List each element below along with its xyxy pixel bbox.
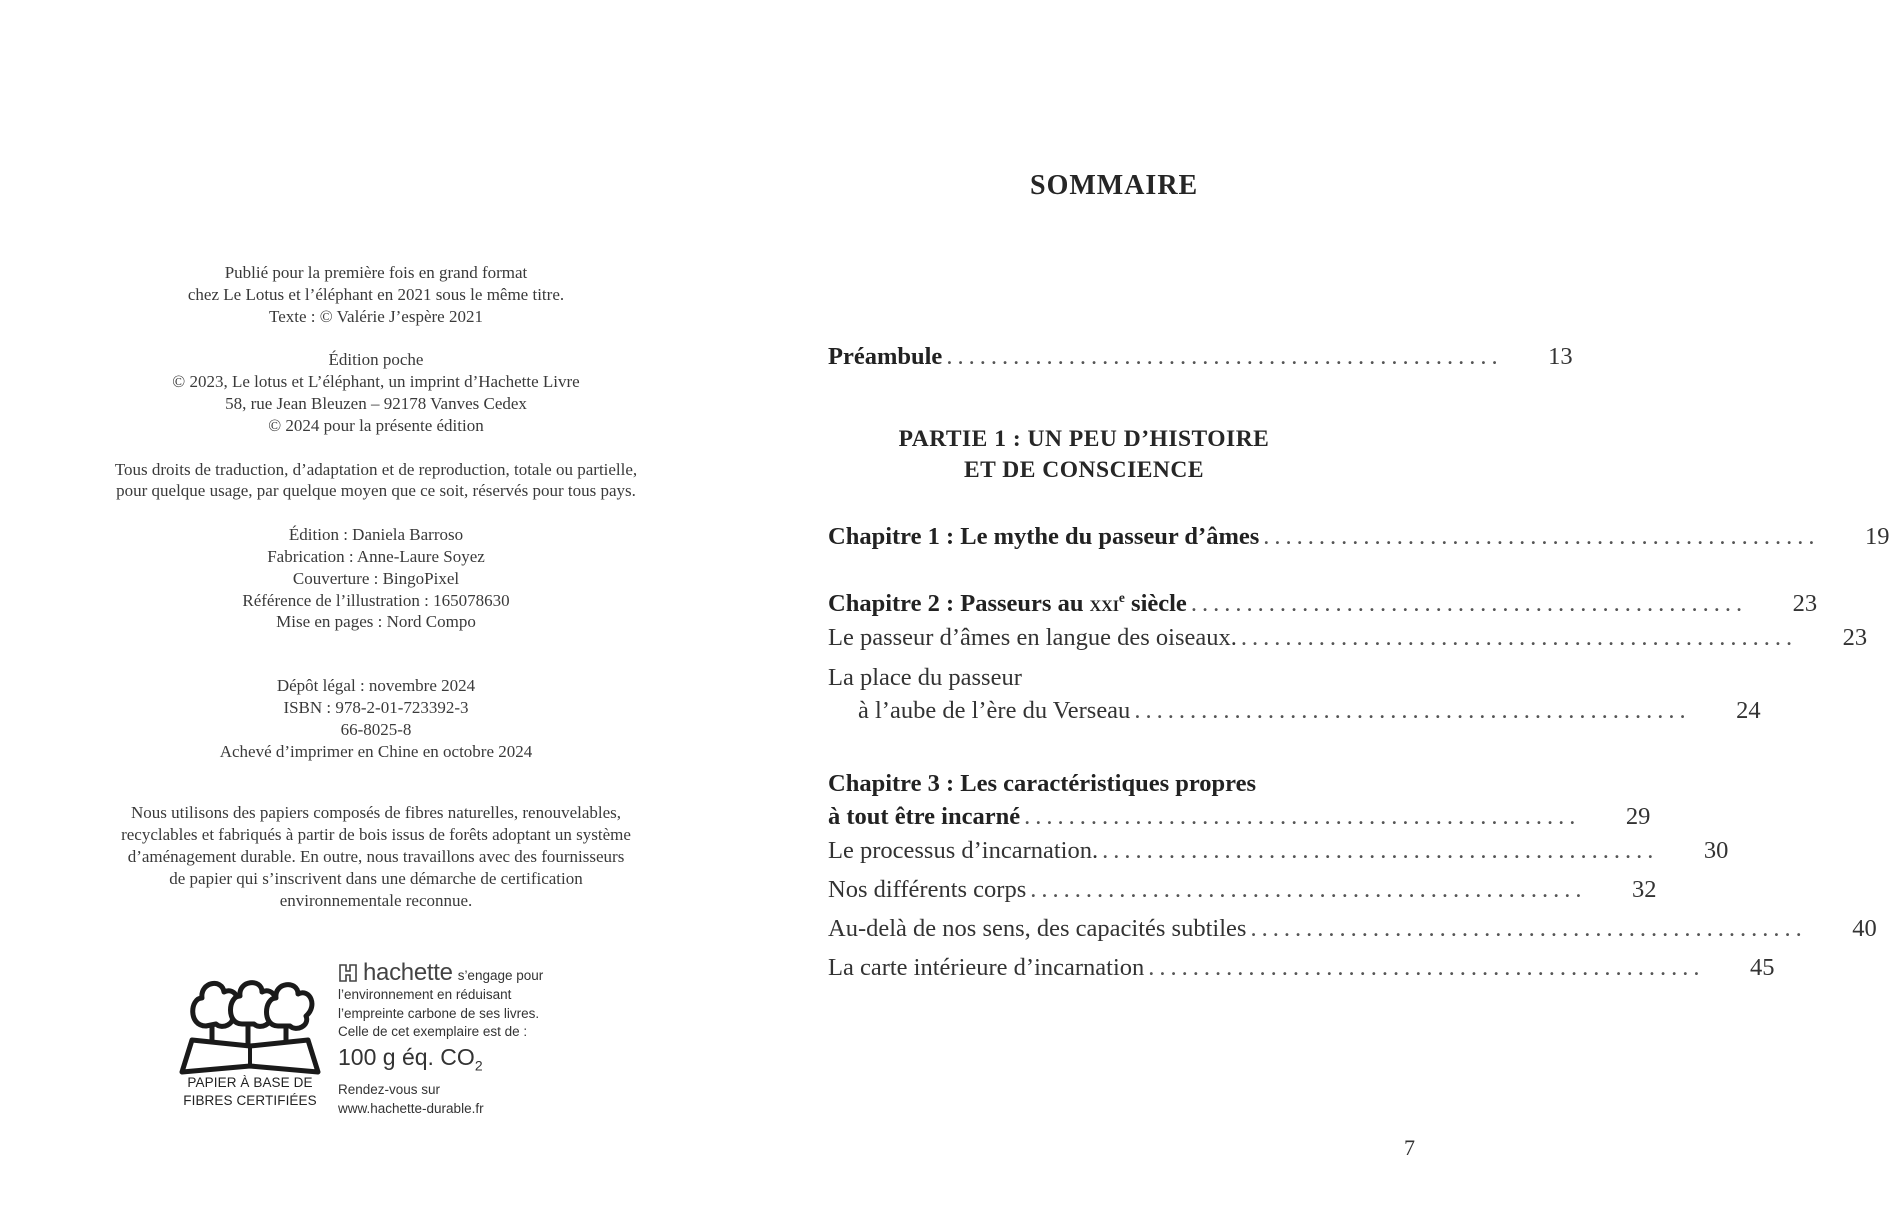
text-line: d’aménagement durable. En outre, nous travaillons avec des fournisseurs: [127, 846, 625, 866]
text-line: Achevé d’imprimer en Chine en octobre 2024: [219, 741, 533, 761]
toc-entry-line: Chapitre 3 : Les caractéristiques propres: [828, 770, 1257, 797]
leader-dots: ..................................................: [1250, 915, 1807, 942]
toc-entry-line: La place du passeur: [828, 664, 1022, 691]
eco-label: [178, 959, 598, 1116]
certified-paper-trees-book-icon: [178, 968, 322, 1078]
toc-page: 45: [1750, 954, 1775, 981]
text-line: Nous utilisons des papiers composés de fibres naturelles, renouvelables,: [130, 803, 622, 823]
toc-page: 29: [1625, 803, 1651, 830]
toc-entry-chapter-3: [828, 803, 1651, 831]
page-number: 7: [1404, 1135, 1415, 1160]
text-line: Texte : © Valérie J’espère 2021: [269, 306, 483, 326]
toc-page: 23: [1842, 624, 1868, 651]
text-line: s’engage pour: [457, 968, 544, 983]
leader-dots: ..................................................: [1240, 624, 1798, 651]
leader-dots: ..................................................: [1263, 523, 1820, 550]
text-line: l’environnement en réduisant: [338, 986, 512, 1002]
text-line: Dépôt légal : novembre 2024: [276, 676, 476, 696]
website-link: www.hachette-durable.fr: [338, 1100, 484, 1116]
text-line: environnementale reconnue.: [279, 890, 473, 910]
toc-entry-chapter-1: [828, 523, 1890, 551]
leader-dots: ..................................................: [1024, 803, 1581, 830]
text-line: l’empreinte carbone de ses livres.: [338, 1005, 540, 1021]
text-line: Mise en pages : Nord Compo: [276, 612, 476, 632]
text-line: FIBRES CERTIFIÉES: [183, 1093, 317, 1108]
copyright-page: [60, 262, 692, 933]
toc-page: 32: [1631, 876, 1657, 903]
text-line: de papier qui s’inscrivent dans une démarche de certification: [169, 868, 583, 888]
publication-info: [60, 262, 692, 327]
co2-value: 100 g éq. $CO_2$: [338, 1044, 483, 1074]
text-line: Couverture : BingoPixel: [292, 568, 460, 588]
text-line: Publié pour la première fois en grand format: [224, 263, 528, 282]
leader-dots: ..................................................: [1190, 590, 1748, 618]
text-line: Tous droits de traduction, d’adaptation et de reproduction, totale ou partielle,: [114, 459, 638, 479]
toc-page: 30: [1703, 837, 1729, 864]
text-line: 58, rue Jean Bleuzen – 92178 Vanves Cedex: [225, 393, 527, 413]
toc-page: 13: [1548, 343, 1573, 370]
carbon-footprint-notice: [338, 960, 598, 1118]
text-line: Édition : Daniela Barroso: [288, 525, 464, 545]
text-line: Celle de cet exemplaire est de :: [338, 1024, 528, 1040]
toc-page: 23: [1792, 590, 1818, 618]
isbn: ISBN : 978-2-01-723392-3: [283, 697, 469, 717]
toc-label: Nos différents corps: [828, 876, 1027, 903]
leader-dots: ..................................................: [1102, 837, 1659, 864]
leader-dots: ..................................................: [1030, 876, 1587, 903]
text-line: Fabrication : Anne-Laure Soyez: [267, 546, 485, 566]
text-line: Référence de l’illustration : 165078630: [242, 590, 510, 610]
part-title-line: ET DE CONSCIENCE: [963, 457, 1205, 483]
text-line: PAPIER À BASE DE: [187, 1075, 313, 1090]
text-line: pour quelque usage, par quelque moyen que ce soit, réservés pour tous pays.: [116, 481, 636, 501]
toc-label: à l’aube de l’ère du Verseau: [858, 697, 1131, 724]
hachette-logo-icon: [338, 963, 358, 983]
text-line: Rendez-vous sur: [338, 1081, 441, 1097]
credits: [60, 524, 692, 633]
certified-paper-label: [178, 1074, 322, 1110]
rights-notice: [60, 459, 692, 503]
toc-entry: [828, 837, 1729, 865]
toc-label: Le passeur d’âmes en langue des oiseaux.: [828, 624, 1237, 651]
toc-page: 19: [1865, 523, 1890, 550]
environment-notice: [60, 802, 692, 911]
toc-entry: [828, 915, 1877, 943]
leader-dots: ..................................................: [1148, 954, 1705, 981]
toc-page: 24: [1736, 697, 1761, 724]
brand-name: hachette: [363, 959, 453, 986]
toc-page: 40: [1852, 915, 1877, 942]
edition-info: [60, 349, 692, 436]
toc-entry: [828, 697, 1761, 725]
toc-entry: [828, 624, 1868, 652]
text-line: recyclables et fabriqués à partir de bois issus de forêts adoptant un système: [121, 825, 631, 845]
toc-entry: [828, 876, 1657, 904]
legal-deposit: [60, 675, 692, 762]
part-title-line: PARTIE 1 : UN PEU D’HISTOIRE: [898, 426, 1270, 452]
part-heading: [828, 424, 1340, 486]
toc-label: à tout être incarné: [828, 803, 1021, 830]
toc-label: Le processus d’incarnation.: [828, 837, 1099, 864]
toc-label: La carte intérieure d’incarnation: [828, 954, 1145, 981]
text-line: chez Le Lotus et l’éléphant en 2021 sous le même titre.: [187, 284, 565, 304]
toc-label: Au-delà de nos sens, des capacités subtiles: [828, 915, 1247, 942]
text-line: Édition poche: [328, 350, 424, 370]
text-line: 66-8025-8: [340, 719, 412, 739]
text-line: © 2023, Le lotus et L’éléphant, un imprint d’Hachette Livre: [172, 372, 580, 392]
toc-entry-chapter-2: [828, 590, 1818, 618]
toc-label: Chapitre 1 : Le mythe du passeur d’âmes: [828, 523, 1260, 550]
toc-entry: [828, 954, 1775, 982]
leader-dots: ..................................................: [946, 343, 1503, 370]
toc-entry-preamble: [828, 343, 1573, 371]
toc-label: Chapitre 2 : Passeurs au xxi$^e$ siècle: [828, 590, 1187, 618]
toc-label: Préambule: [828, 343, 943, 370]
page-title: SOMMAIRE: [1030, 170, 1199, 201]
leader-dots: ..................................................: [1134, 697, 1691, 724]
text-line: © 2024 pour la présente édition: [268, 415, 484, 435]
